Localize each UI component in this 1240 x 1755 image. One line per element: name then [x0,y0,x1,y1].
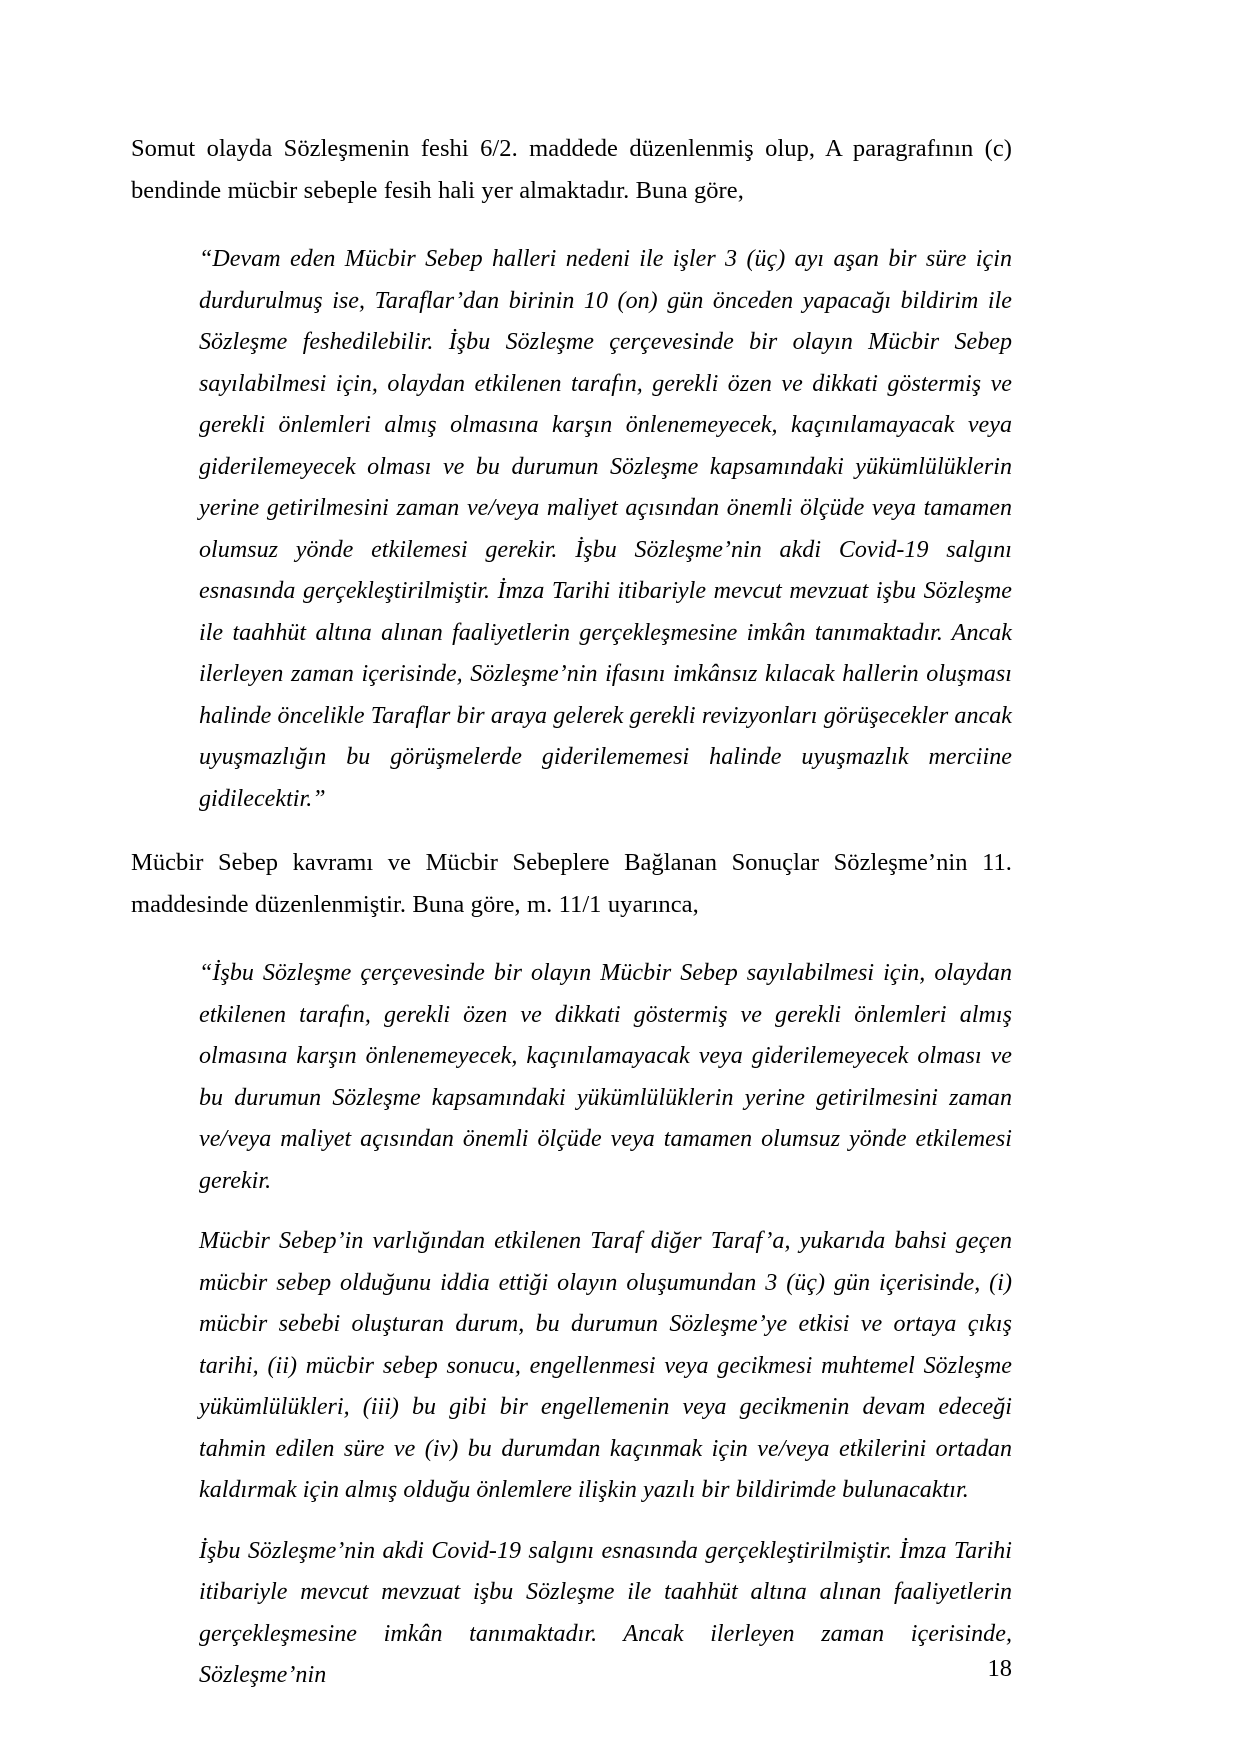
page-number: 18 [987,1654,1012,1682]
paragraph-spacer-two [131,931,1012,953]
quote-one-text: “Devam eden Mücbir Sebep halleri nedeni ile işler 3 (üç) ayı aşan bir süre için durdurulmuş ise, Taraflar’dan birinin 10 (on) gün önceden yapacağı bildirim ile Sözleşme feshedilebilir. İşbu Sözleşme çerçevesinde bir olayın Mücbir Sebep sayılabilmesi için, olaydan etkilenen tarafın, gerekli özen ve dikkati göstermiş ve gerekli önlemleri almış olmasına karşın önlenemeyecek, kaçınılamayacak veya giderilemeyecek olması ve bu durumun Sözleşme kapsamındaki yükümlülüklerin yerine getirilmesini zaman ve/veya maliyet açısından önemli ölçüde veya tamamen olumsuz yönde etkilemesi gerekir. İşbu Sözleşme’nin akdi Covid-19 salgını esnasında gerçekleştirilmiştir. İmza Tarihi itibariyle mevcut mevzuat işbu Sözleşme ile taahhüt altına alınan faaliyetlerin gerçekleşmesine imkân tanımaktadır. Ancak ilerleyen zaman içerisinde, Sözleşme’nin ifasını imkânsız kılacak hallerin oluşması halinde öncelikle Taraflar bir araya gelerek gerekli revizyonları görüşecekler ancak uyuşmazlığın bu görüşmelerde giderilememesi halinde uyuşmazlık merciine gidilecektir.” [199,246,1012,812]
quote-two-paragraph-three: İşbu Sözleşme’nin akdi Covid-19 salgını esnasında gerçekleştirilmiştir. İmza Tarihi itibariyle mevcut mevzuat işbu Sözleşme ile taahhüt altına alınan faaliyetlerin gerçekleşmesine imkân tanımaktadır. Ancak ilerleyen zaman içerisinde, Sözleşme’nin [199,1537,1012,1688]
middle-paragraph: Mücbir Sebep kavramı ve Mücbir Sebeplere Bağlanan Sonuçlar Sözleşme’nin 11. maddesinde düzenlenmiştir. Buna göre, m. 11/1 uyarınca, [131,849,1012,918]
quote-spacer-one [131,820,1012,842]
quote-two-paragraph-one: “İşbu Sözleşme çerçevesinde bir olayın Mücbir Sebep sayılabilmesi için, olaydan etkilenen tarafın, gerekli özen ve dikkati göstermiş ve gerekli önlemleri almış olmasına karşın önlenemeyecek, kaçınılamayacak veya giderilemeyecek olması ve bu durumun Sözleşme kapsamındaki yükümlülüklerin yerine getirilmesini zaman ve/veya maliyet açısından önemli ölçüde veya tamamen olumsuz yönde etkilemesi gerekir. [199,960,1012,1194]
intro-paragraph: Somut olayda Sözleşmenin feshi 6/2. maddede düzenlenmiş olup, A paragrafının (c) bendinde mücbir sebeple fesih hali yer almaktadır. Buna göre, [131,135,1012,204]
quote-two-paragraph-two: Mücbir Sebep’in varlığından etkilenen Taraf diğer Taraf’a, yukarıda bahsi geçen mücbir sebep olduğunu iddia ettiği olayın oluşumundan 3 (üç) gün içerisinde, (i) mücbir sebebi oluşturan durum, bu durumun Sözleşme’ye etkisi ve ortaya çıkış tarihi, (ii) mücbir sebep sonucu, engellenmesi veya gecikmesi muhtemel Sözleşme yükümlülükleri, (iii) bu gibi bir engellemenin veya gecikmenin devam edeceği tahmin edilen süre ve (iv) bu durumdan kaçınmak için ve/veya etkilerini ortadan kaldırmak için almış olduğu önlemlere ilişkin yazılı bir bildirimde bulunacaktır. [199,1228,1012,1503]
quotation-block-one [131,239,1012,820]
quotation-block-two [131,953,1012,1697]
paragraph-spacer [131,217,1012,239]
